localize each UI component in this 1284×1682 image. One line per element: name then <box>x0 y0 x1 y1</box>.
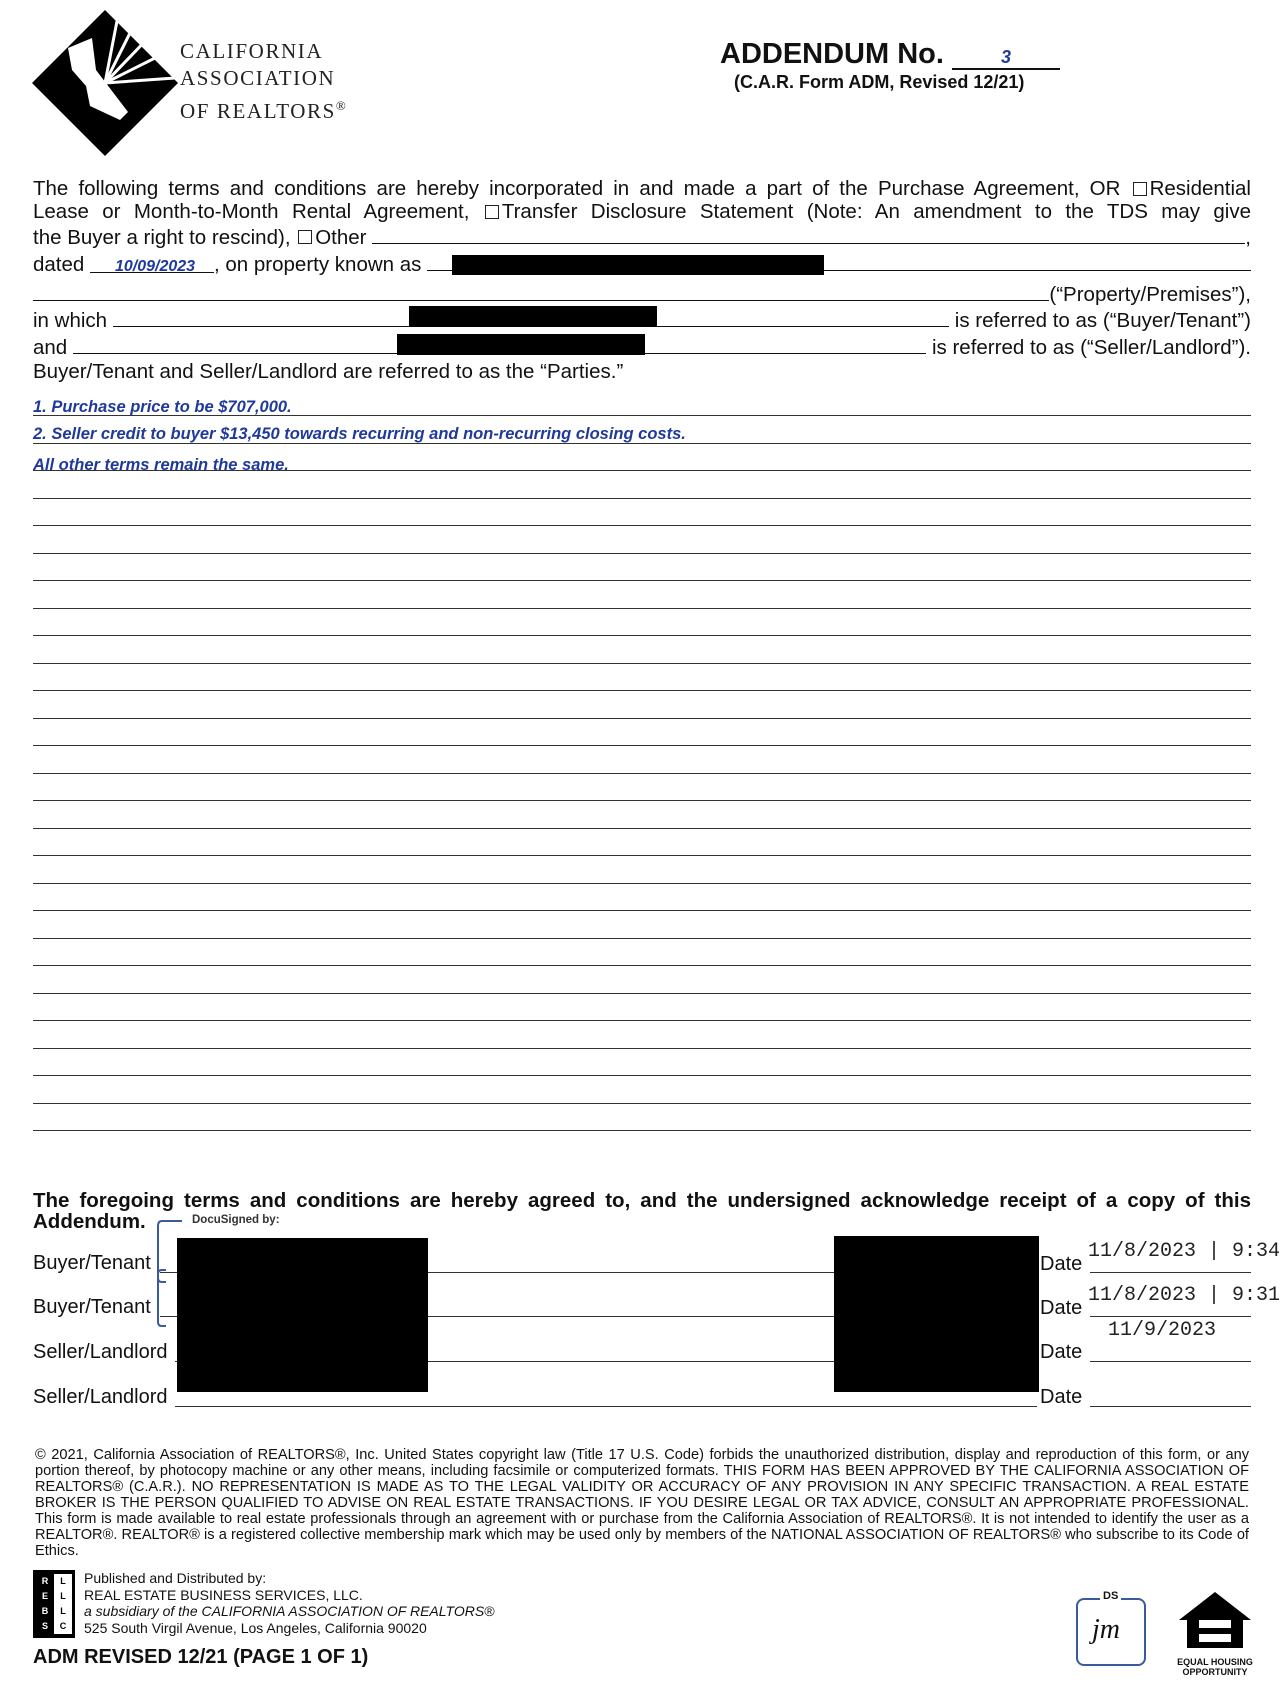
intro-line-5: (“Property/Premises”), <box>33 283 1251 307</box>
date-line-2 <box>1090 1316 1251 1317</box>
intro-line-1: The following terms and conditions are hereby incorporated in and made a part of the Purchase Agreement, OR Residential <box>33 177 1251 200</box>
date-label-2: Date <box>1040 1297 1083 1319</box>
parties-statement: Buyer/Tenant and Seller/Landlord are referred to as the “Parties.” <box>33 360 624 383</box>
date-value-2[interactable]: 11/8/2023 | 9:31 <box>1088 1284 1281 1307</box>
intro-line-2: Lease or Month-to-Month Rental Agreement, Transfer Disclosure Statement (Note: An amendment to the TDS may give <box>33 200 1251 223</box>
publisher-info: Published and Distributed by: REAL ESTATE BUSINESS SERVICES, LLC. a subsidiary of the CALIFORNIA ASSOCIATION OF REALTORS® 525 South Virgil Avenue, Los Angeles, California 90020 <box>84 1570 495 1636</box>
terms-ruled-line <box>33 910 1251 911</box>
buyer-redaction <box>409 306 657 327</box>
docusigned-label: DocuSigned by: <box>192 1214 280 1226</box>
terms-ruled-line <box>33 938 1251 939</box>
rebs-letter: E <box>41 1591 48 1601</box>
terms-ruled-line <box>33 993 1251 994</box>
signature-row-1: Buyer/Tenant <box>33 1252 151 1274</box>
signature-row-4: Seller/Landlord <box>33 1386 168 1408</box>
property-redaction <box>452 255 824 275</box>
residential-checkbox[interactable] <box>1133 182 1147 196</box>
rebs-letter: L <box>54 1589 72 1604</box>
date-value-1[interactable]: 11/8/2023 | 9:34 <box>1088 1240 1281 1263</box>
form-revision-id: ADM REVISED 12/21 (PAGE 1 OF 1) <box>33 1646 369 1668</box>
rebs-letter: L <box>54 1574 72 1589</box>
initials-value: jm <box>1092 1614 1120 1645</box>
terms-ruled-line <box>33 1103 1251 1104</box>
other-field[interactable] <box>372 226 1245 244</box>
date-line-1 <box>1090 1272 1251 1273</box>
terms-ruled-line <box>33 553 1251 554</box>
dated-field[interactable]: 10/09/2023 <box>90 255 214 273</box>
rebs-letter: B <box>41 1606 49 1616</box>
date-label-4: Date <box>1040 1386 1083 1408</box>
terms-ruled-line <box>33 525 1251 526</box>
other-checkbox[interactable] <box>298 230 312 244</box>
terms-ruled-line <box>33 690 1251 691</box>
car-logo-icon <box>30 8 180 158</box>
form-title: ADDENDUM No. 3 <box>720 38 1060 71</box>
signature-row-3: Seller/Landlord <box>33 1341 168 1363</box>
terms-ruled-line <box>33 608 1251 609</box>
rebs-letter: R <box>41 1576 49 1586</box>
terms-ruled-line <box>33 1075 1251 1076</box>
term-2[interactable]: 2. Seller credit to buyer $13,450 towards recurring and non-recurring closing costs. <box>33 425 686 443</box>
terms-ruled-line <box>33 800 1251 801</box>
intro-line-6: in which is referred to as (“Buyer/Tenant”) <box>33 309 1251 332</box>
terms-ruled-line <box>33 855 1251 856</box>
addendum-number-field[interactable]: 3 <box>952 46 1060 70</box>
seller-redaction <box>397 334 645 355</box>
terms-ruled-line <box>33 498 1251 499</box>
rebs-letter: L <box>54 1604 72 1619</box>
copyright-notice: © 2021, California Association of REALTORS®, Inc. United States copyright law (Title 17 U.S. Code) forbids the unauthorized distribution, display and reproduction of this form, or any portion thereof, by photocopy machine or any other means, including facsimile or computerized formats. THIS FORM HAS BEEN APPROVED BY THE CALIFORNIA ASSOCIATION OF REALTORS® (C.A.R.). NO REPRESENTATION IS MADE AS TO THE LEGAL VALIDITY OR ACCURACY OF ANY PROVISION IN ANY SPECIFIC TRANSACTION. A REAL ESTATE BROKER IS THE PERSON QUALIFIED TO ADVISE ON REAL ESTATE TRANSACTIONS. IF YOU DESIRE LEGAL OR TAX ADVICE, CONSULT AN APPROPRIATE PROFESSIONAL. This form is made available to real estate professionals through an agreement with or purchase from the California Association of REALTORS®. It is not intended to identify the user as a REALTOR®. REALTOR® is a registered collective membership mark which may be used only by members of the NATIONAL ASSOCIATION OF REALTORS® who subscribe to its Code of Ethics. <box>35 1447 1249 1559</box>
terms-ruled-line <box>33 965 1251 966</box>
signature-row-2: Buyer/Tenant <box>33 1296 151 1318</box>
terms-ruled-line <box>33 745 1251 746</box>
intro-line-3: the Buyer a right to rescind), Other , <box>33 226 1251 249</box>
rebs-logo <box>33 1570 75 1638</box>
terms-ruled-line <box>33 718 1251 719</box>
terms-ruled-line <box>33 828 1251 829</box>
intro-line-4: dated 10/09/2023 , on property known as <box>33 253 1251 277</box>
organization-name: CALIFORNIA ASSOCIATION OF REALTORS® <box>180 39 346 123</box>
initials-box[interactable] <box>1076 1590 1146 1666</box>
ds-label: DS <box>1100 1590 1121 1602</box>
date-value-3[interactable]: 11/9/2023 <box>1108 1319 1217 1342</box>
signature-redaction-left <box>177 1238 428 1392</box>
agreement-text: The foregoing terms and conditions are hereby agreed to, and the undersigned acknowledge receipt of a copy of this Addendum. <box>33 1189 1251 1233</box>
terms-ruled-line <box>33 663 1251 664</box>
terms-ruled-line <box>33 1130 1251 1131</box>
form-subtitle: (C.A.R. Form ADM, Revised 12/21) <box>734 72 1025 92</box>
terms-ruled-line <box>33 580 1251 581</box>
term-3[interactable]: All other terms remain the same. <box>33 456 289 474</box>
intro-line-7: and is referred to as (“Seller/Landlord”). <box>33 336 1251 359</box>
tds-checkbox[interactable] <box>485 205 499 219</box>
date-line-4 <box>1090 1406 1251 1407</box>
rebs-letter: S <box>41 1621 48 1631</box>
date-label-3: Date <box>1040 1341 1083 1363</box>
date-label-1: Date <box>1040 1253 1083 1275</box>
property-field-continued[interactable] <box>33 283 1049 301</box>
terms-ruled-line <box>33 1020 1251 1021</box>
terms-ruled-line <box>33 635 1251 636</box>
signature-line-4[interactable] <box>175 1406 1037 1407</box>
term-1[interactable]: 1. Purchase price to be $707,000. <box>33 398 292 416</box>
signature-redaction-right <box>834 1236 1039 1392</box>
equal-housing-logo: EQUAL HOUSING OPPORTUNITY <box>1177 1590 1253 1677</box>
rebs-letter: C <box>54 1619 72 1634</box>
terms-ruled-line <box>33 1048 1251 1049</box>
terms-ruled-line <box>33 773 1251 774</box>
date-line-3 <box>1090 1361 1251 1362</box>
terms-ruled-line <box>33 883 1251 884</box>
equal-housing-icon <box>1177 1590 1253 1650</box>
